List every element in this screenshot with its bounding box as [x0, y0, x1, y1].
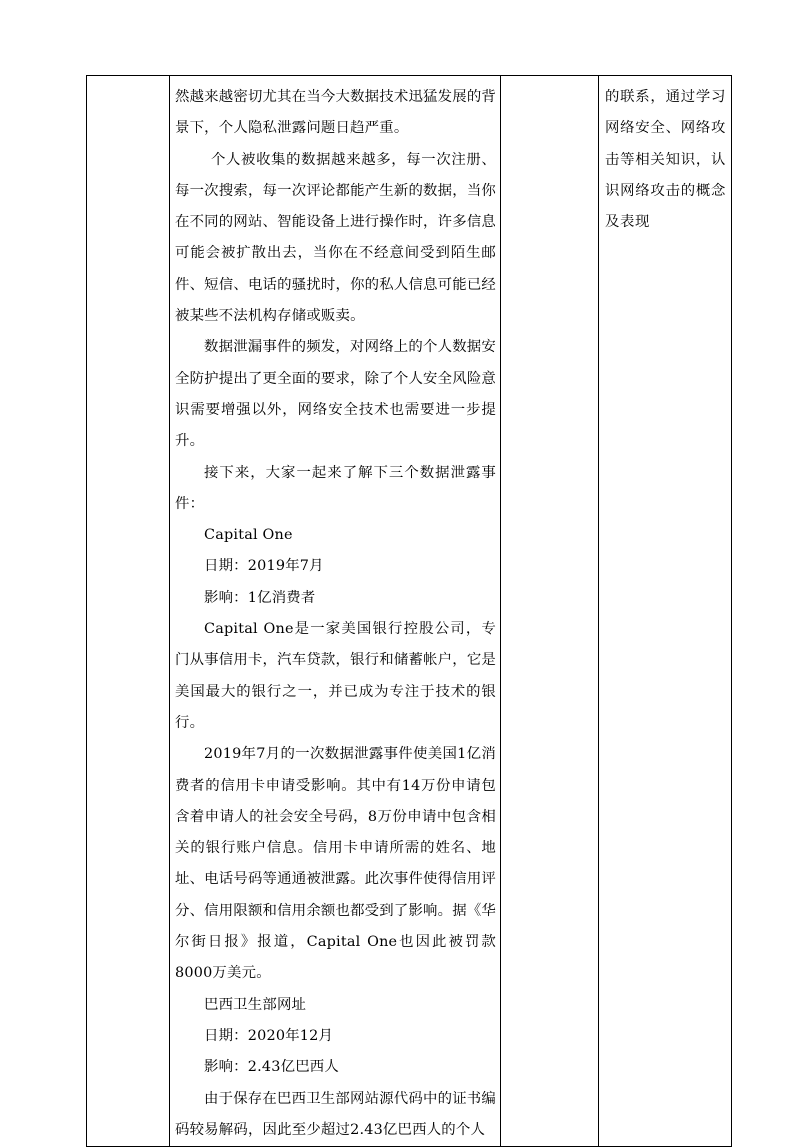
event-2-impact: 影响：2.43亿巴西人: [204, 1059, 339, 1076]
empty-cell-middle: [501, 76, 599, 1147]
event-1-impact: 影响：1亿消费者: [204, 589, 316, 606]
event-1-description: Capital One是一家美国银行控股公司，专门从事信用卡，汽车贷款，银行和储蓄帐户，它是美国最大的银行之一，并已成为专注于技术的银行。: [175, 621, 496, 731]
table-row: [87, 76, 732, 1147]
event-1-date: 日期：2019年7月: [204, 558, 324, 575]
paragraph-2: 个人被收集的数据越来越多，每一次注册、每一次搜索，每一次评论都能产生新的数据，当你在不同的网站、智能设备上进行操作时，许多信息可能会被扩散出去，当你在不经意间受到陌生邮件、短信、电话的骚扰时，你的私人信息可能已经被某些不法机构存储或贩卖。: [175, 151, 496, 325]
paragraph-3: 数据泄漏事件的频发，对网络上的个人数据安全防护提出了更全面的要求，除了个人安全风险意识需要增强以外，网络安全技术也需要进一步提升。: [175, 339, 496, 450]
event-1-name: Capital One: [204, 527, 293, 544]
objective-cell: [599, 76, 732, 1147]
event-1-details: 2019年7月的一次数据泄露事件使美国1亿消费者的信用卡申请受影响。其中有14万份申请包含着申请人的社会安全号码，8万份申请中包含相关的银行账户信息。信用卡申请所需的姓名、地址、电话号码等通通被泄露。此次事件使得信用评分、信用限额和信用余额也都受到了影响。据《华尔街日报》报道，Capital One也因此被罚款8000万美元。: [175, 746, 496, 982]
lesson-table: [86, 75, 732, 1147]
event-2-name: 巴西卫生部网址: [204, 996, 307, 1013]
paragraph-4: 接下来，大家一起来了解下三个数据泄露事件：: [175, 464, 496, 512]
event-2-description: 由于保存在巴西卫生部网站源代码中的证书编码较易解码，因此至少超过2.43亿巴西人的个人: [175, 1090, 496, 1138]
objective-text: 的联系，通过学习网络安全、网络攻击等相关知识，认识网络攻击的概念及表现: [605, 89, 726, 231]
content-cell: [170, 76, 501, 1147]
empty-cell-left: [87, 76, 170, 1147]
event-2-date: 日期：2020年12月: [204, 1027, 334, 1044]
paragraph-1: 然越来越密切尤其在当今大数据技术迅猛发展的背景下，个人隐私泄露问题日趋严重。: [175, 89, 496, 137]
